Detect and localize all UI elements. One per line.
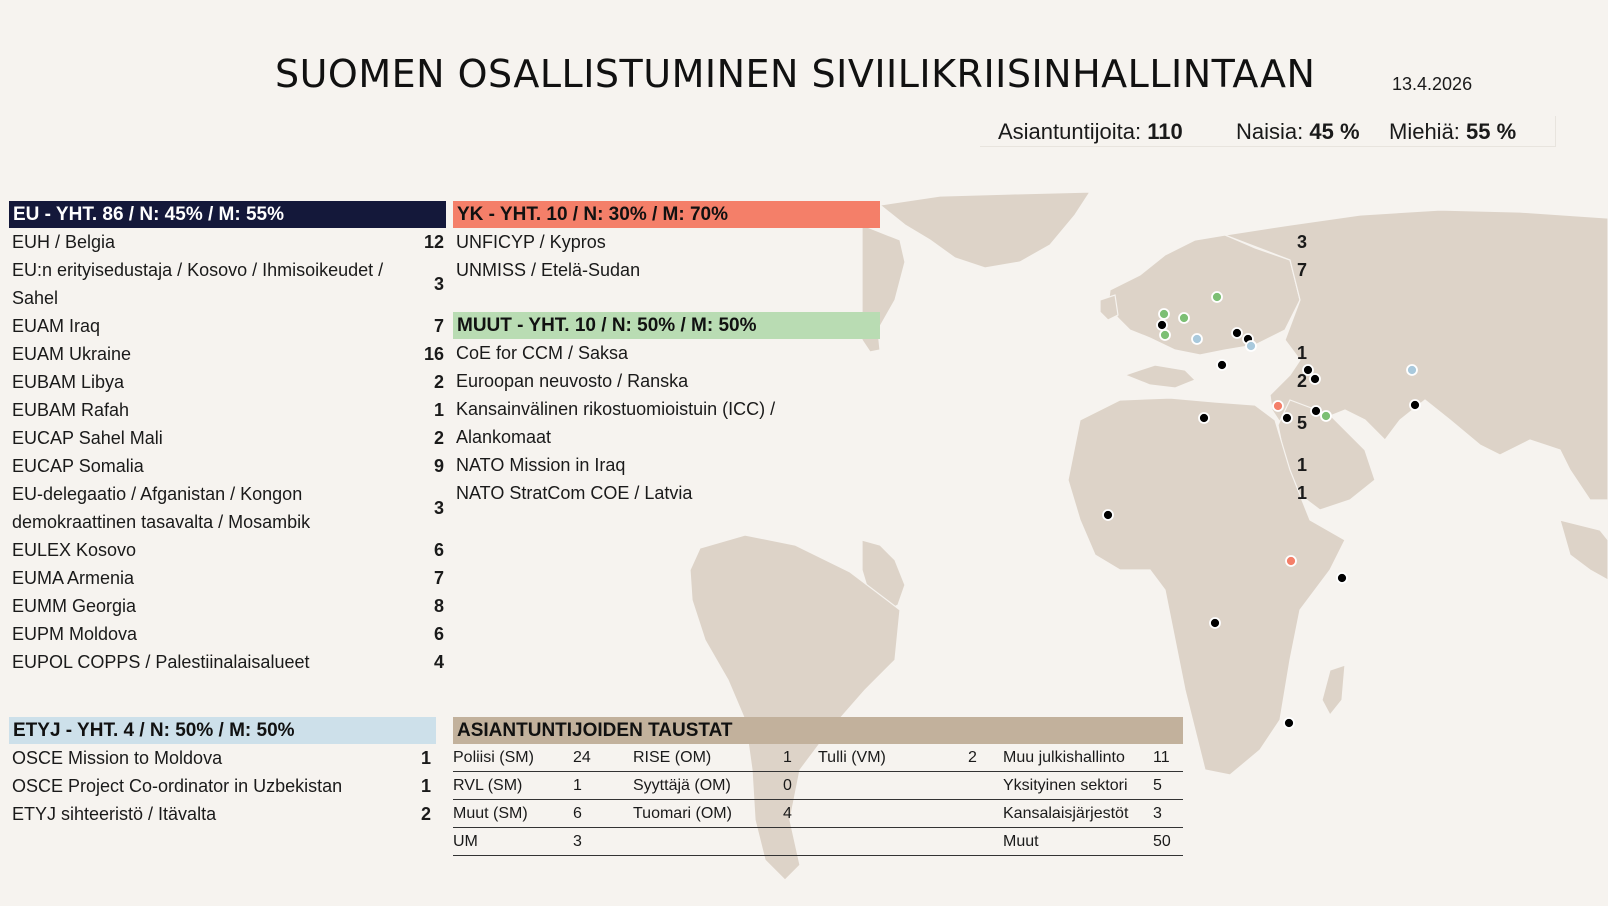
mission-row <box>453 479 1307 507</box>
background-label: Yksityinen sektori <box>1003 772 1153 800</box>
mission-count: 2 <box>433 372 444 392</box>
map-marker-eu <box>1103 510 1113 520</box>
map-marker-eu <box>1157 320 1167 330</box>
background-value <box>968 800 1003 828</box>
mission-count: 4 <box>433 652 444 672</box>
mission-name: EUBAM Libya <box>12 372 125 392</box>
background-label: Tulli (VM) <box>818 744 968 772</box>
background-label: Muut <box>1003 828 1153 856</box>
mission-count: 2 <box>420 804 431 824</box>
women-label: Naisia: <box>1236 119 1304 144</box>
mission-row <box>9 368 446 396</box>
mission-name: EULEX Kosovo <box>12 540 137 560</box>
mission-name: CoE for CCM / Saksa <box>456 343 629 363</box>
mission-count: 2 <box>433 428 444 448</box>
background-label: Tuomari (OM) <box>633 800 783 828</box>
mission-count: 1 <box>420 748 431 768</box>
mission-count: 1 <box>1296 483 1307 503</box>
men-stat <box>1389 119 1516 145</box>
mission-count: 3 <box>433 498 444 518</box>
background-value: 4 <box>783 800 818 828</box>
mission-count: 1 <box>420 776 431 796</box>
background-value: 6 <box>573 800 633 828</box>
background-value: 5 <box>1153 772 1183 800</box>
map-marker-muut <box>1159 309 1169 319</box>
table-row <box>453 744 1183 772</box>
background-label <box>818 772 968 800</box>
mission-count: 12 <box>423 232 444 252</box>
map-marker-eu <box>1310 374 1320 384</box>
mission-row <box>9 564 446 592</box>
backgrounds-table <box>453 744 1183 856</box>
mission-count: 1 <box>433 400 444 420</box>
mission-name: EU-delegaatio / Afganistan / Kongon demokraattinen tasavalta / Mosambik <box>12 484 311 532</box>
mission-count: 8 <box>433 596 444 616</box>
mission-name: Kansainvälinen rikostuomioistuin (ICC) / Alankomaat <box>456 399 776 447</box>
other-missions-section <box>453 312 1307 507</box>
expert-backgrounds-section <box>453 717 1183 856</box>
mission-count: 7 <box>433 568 444 588</box>
mission-name: EUPM Moldova <box>12 624 138 644</box>
mission-row <box>9 744 436 772</box>
mission-name: UNMISS / Etelä-Sudan <box>456 260 641 280</box>
background-label <box>633 828 783 856</box>
mission-name: OSCE Project Co-ordinator in Uzbekistan <box>12 776 343 796</box>
mission-row <box>453 451 1307 479</box>
background-value: 2 <box>968 744 1003 772</box>
map-marker-eu <box>1410 400 1420 410</box>
background-label: Syyttäjä (OM) <box>633 772 783 800</box>
mission-name: EUAM Iraq <box>12 316 101 336</box>
map-marker-eu <box>1284 718 1294 728</box>
mission-row <box>9 256 446 312</box>
mission-name: EUCAP Sahel Mali <box>12 428 163 448</box>
mission-count: 1 <box>1296 343 1307 363</box>
mission-name: Euroopan neuvosto / Ranska <box>456 371 689 391</box>
background-value: 11 <box>1153 744 1183 772</box>
mission-row <box>453 256 1307 284</box>
background-value: 3 <box>573 828 633 856</box>
mission-row <box>9 592 446 620</box>
mission-name: EUMM Georgia <box>12 596 137 616</box>
mission-row <box>453 339 1307 367</box>
table-row <box>453 828 1183 856</box>
mission-name: NATO Mission in Iraq <box>456 455 626 475</box>
map-marker-eu <box>1337 573 1347 583</box>
background-value: 1 <box>573 772 633 800</box>
map-marker-eu <box>1311 406 1321 416</box>
mission-name: NATO StratCom COE / Latvia <box>456 483 693 503</box>
mission-count: 6 <box>433 624 444 644</box>
mission-row <box>9 312 446 340</box>
mission-row <box>9 424 446 452</box>
table-row <box>453 772 1183 800</box>
mission-count: 7 <box>1296 260 1307 280</box>
map-marker-muut <box>1321 411 1331 421</box>
background-label: RVL (SM) <box>453 772 573 800</box>
map-marker-muut <box>1212 292 1222 302</box>
map-marker-eu <box>1217 360 1227 370</box>
mission-row <box>453 395 1307 451</box>
un-missions-section <box>453 201 1307 284</box>
backgrounds-header: ASIANTUNTIJOIDEN TAUSTAT <box>453 717 1183 744</box>
background-label <box>818 828 968 856</box>
mission-row <box>9 340 446 368</box>
eu-missions-section <box>9 201 446 676</box>
map-marker-muut <box>1160 330 1170 340</box>
mission-name: OSCE Mission to Moldova <box>12 748 223 768</box>
date-label: 13.4.2026 <box>1392 74 1473 94</box>
experts-value: 110 <box>1147 119 1183 144</box>
map-marker-etyj <box>1407 365 1417 375</box>
eu-header: EU - YHT. 86 / N: 45% / M: 55% <box>9 201 446 228</box>
table-row <box>453 800 1183 828</box>
mission-count: 3 <box>433 274 444 294</box>
mission-row <box>9 620 446 648</box>
women-stat <box>1236 119 1360 145</box>
women-value: 45 % <box>1309 119 1360 144</box>
mission-row <box>9 480 446 536</box>
mission-count: 1 <box>1296 455 1307 475</box>
background-value: 3 <box>1153 800 1183 828</box>
mission-name: EUPOL COPPS / Palestiinalaisalueet <box>12 652 310 672</box>
mission-row <box>453 228 1307 256</box>
mission-row <box>9 536 446 564</box>
background-value: 24 <box>573 744 633 772</box>
map-marker-eu <box>1232 328 1242 338</box>
map-marker-yk <box>1286 556 1296 566</box>
men-label: Miehiä: <box>1389 119 1460 144</box>
mission-name: EUH / Belgia <box>12 232 116 252</box>
men-value: 55 % <box>1466 119 1517 144</box>
map-marker-etyj <box>1192 334 1202 344</box>
background-value <box>968 772 1003 800</box>
map-marker-eu <box>1199 413 1209 423</box>
background-value: 50 <box>1153 828 1183 856</box>
background-label: Kansalaisjärjestöt <box>1003 800 1153 828</box>
mission-name: EUBAM Rafah <box>12 400 130 420</box>
mission-row <box>9 800 436 828</box>
experts-stat <box>998 119 1183 145</box>
mission-row <box>453 367 1307 395</box>
mission-name: ETYJ sihteeristö / Itävalta <box>12 804 217 824</box>
mission-row <box>9 772 436 800</box>
mission-row <box>9 648 446 676</box>
mission-row <box>9 396 446 424</box>
mission-row <box>9 228 446 256</box>
mission-count: 3 <box>1296 232 1307 252</box>
mission-name: EUMA Armenia <box>12 568 135 588</box>
mission-count: 16 <box>423 344 444 364</box>
other-header: MUUT - YHT. 10 / N: 50% / M: 50% <box>453 312 880 339</box>
un-header: YK - YHT. 10 / N: 30% / M: 70% <box>453 201 880 228</box>
mission-count: 9 <box>433 456 444 476</box>
background-label: UM <box>453 828 573 856</box>
experts-label: Asiantuntijoita: <box>998 119 1142 144</box>
background-label: Muu julkishallinto <box>1003 744 1153 772</box>
summary-stats <box>980 116 1556 147</box>
map-marker-etyj <box>1246 341 1256 351</box>
mission-name: UNFICYP / Kypros <box>456 232 606 252</box>
background-value: 1 <box>783 744 818 772</box>
osce-missions-section <box>9 717 436 828</box>
mission-count: 7 <box>433 316 444 336</box>
mission-count: 5 <box>1296 413 1307 433</box>
background-value <box>783 828 818 856</box>
page-title: SUOMEN OSALLISTUMINEN SIVIILIKRIISINHALLINTAAN <box>275 52 1316 96</box>
mission-count: 2 <box>1296 371 1307 391</box>
mission-count: 6 <box>433 540 444 560</box>
map-marker-eu <box>1210 618 1220 628</box>
mission-row <box>9 452 446 480</box>
background-label <box>818 800 968 828</box>
osce-header: ETYJ - YHT. 4 / N: 50% / M: 50% <box>9 717 436 744</box>
mission-name: EUCAP Somalia <box>12 456 144 476</box>
map-marker-muut <box>1179 313 1189 323</box>
mission-name: EU:n erityisedustaja / Kosovo / Ihmisoikeudet / Sahel <box>12 260 384 308</box>
background-label: Muut (SM) <box>453 800 573 828</box>
background-value: 0 <box>783 772 818 800</box>
background-value <box>968 828 1003 856</box>
background-label: Poliisi (SM) <box>453 744 573 772</box>
mission-name: EUAM Ukraine <box>12 344 132 364</box>
background-label: RISE (OM) <box>633 744 783 772</box>
